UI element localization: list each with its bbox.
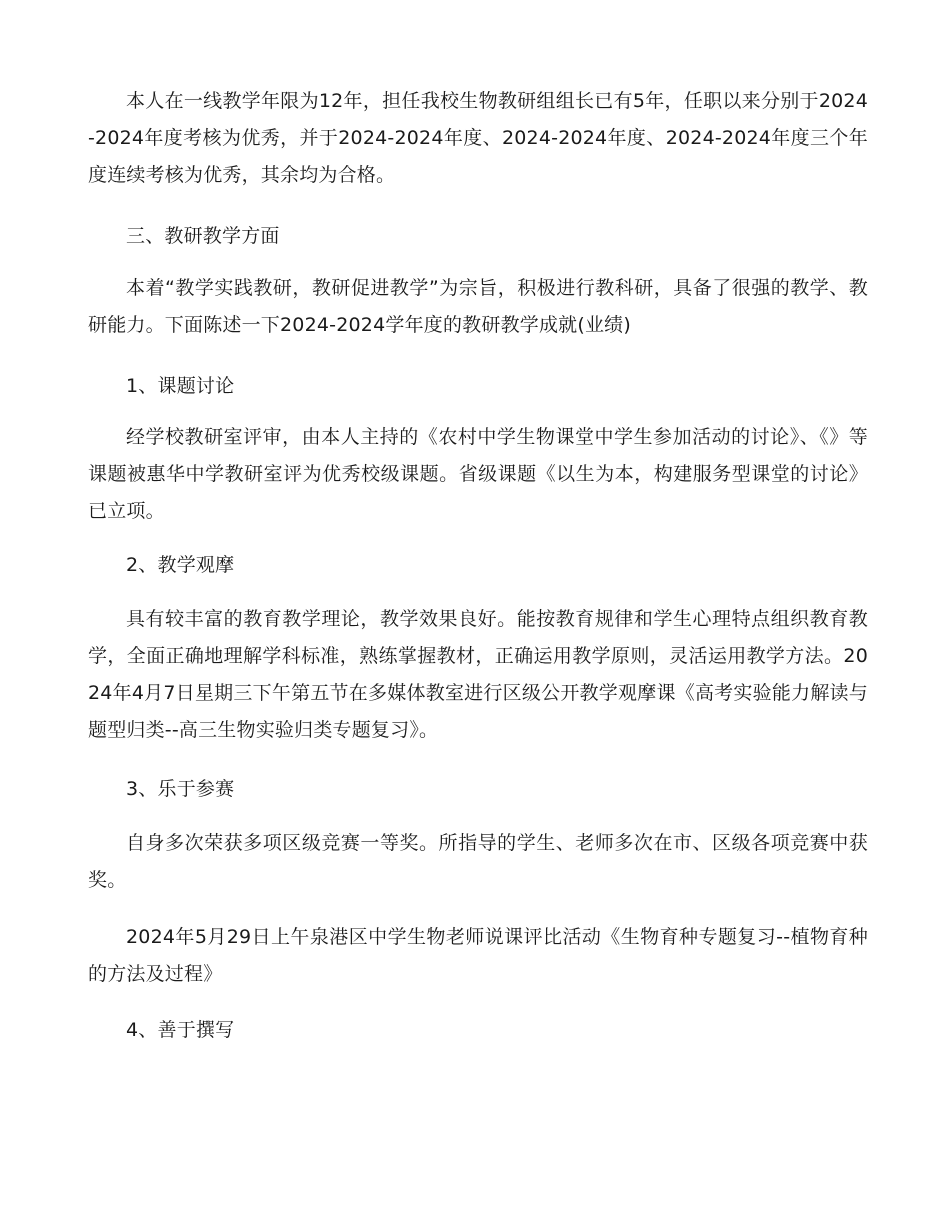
paragraph-teaching-research-intro: 本着“教学实践教研，教研促进教学”为宗旨，积极进行教科研，具备了很强的教学、教研能力。下面陈述一下2024-2024学年度的教研教学成就(业绩) — [88, 277, 868, 336]
paragraph-competitions: 自身多次荣获多项区级竞赛一等奖。所指导的学生、老师多次在市、区级各项竞赛中获奖。 — [88, 832, 868, 891]
paragraph-evaluation-record: 本人在一线教学年限为12年，担任我校生物教研组组长已有5年，任职以来分别于2024-2024年度考核为优秀，并于2024-2024年度、2024-2024年度、2024-2024年度三个年度连续考核为优秀，其余均为合格。 — [88, 90, 868, 186]
subheading-teaching-observation: 2、教学观摩 — [126, 554, 235, 576]
subheading-writing: 4、善于撰写 — [126, 1019, 235, 1041]
paragraph-project-discussion: 经学校教研室评审，由本人主持的《农村中学生物课堂中学生参加活动的讨论》、《》等课题被惠华中学教研室评为优秀校级课题。省级课题《以生为本，构建服务型课堂的讨论》已立项。 — [88, 426, 868, 522]
paragraph-lecture-event: 2024年5月29日上午泉港区中学生物老师说课评比活动《生物育种专题复习--植物育种的方法及过程》 — [88, 926, 868, 985]
paragraph-teaching-observation: 具有较丰富的教育教学理论，教学效果良好。能按教育规律和学生心理特点组织教育教学，全面正确地理解学科标准，熟练掌握教材，正确运用教学原则，灵活运用教学方法。2024年4月7日星期三下午第五节在多媒体教室进行区级公开教学观摩课《高考实验能力解读与题型归类--高三生物实验归类专题复习》。 — [88, 608, 868, 741]
subheading-project-discussion: 1、课题讨论 — [126, 375, 235, 397]
subheading-competitions: 3、乐于参赛 — [126, 778, 235, 800]
section-heading-teaching-research: 三、教研教学方面 — [126, 225, 280, 247]
